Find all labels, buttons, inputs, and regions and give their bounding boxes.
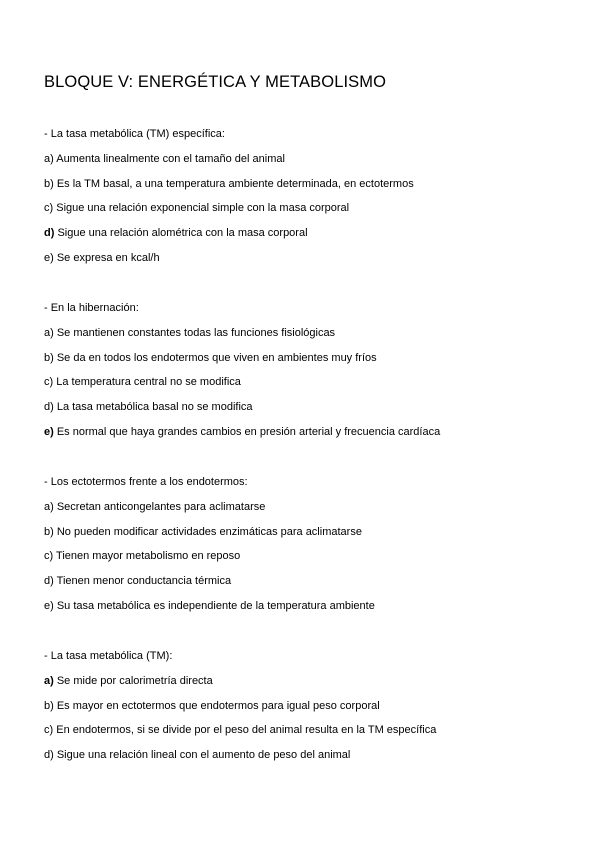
option-text: Tienen menor conductancia térmica (53, 575, 232, 588)
answer-option (44, 202, 349, 215)
option-text: Es normal que haya grandes cambios en presión arterial y frecuencia cardíaca (53, 426, 441, 438)
option-letter: d) (44, 401, 54, 414)
option-letter: b) (44, 177, 54, 190)
option-text: Tienen mayor metabolismo en reposo (53, 550, 241, 563)
answer-option (44, 401, 253, 414)
option-text: Sigue una relación exponencial simple con la masa corporal (53, 202, 350, 215)
option-text: Se mide por calorimetría directa (53, 674, 213, 687)
answer-option (44, 153, 285, 166)
option-letter: a) (44, 326, 54, 339)
page-title: BLOQUE V: ENERGÉTICA Y METABOLISMO (44, 73, 387, 91)
option-letter: e) (44, 252, 54, 264)
option-letter: c) (44, 202, 54, 215)
option-letter: c) (44, 724, 54, 737)
answer-option (44, 675, 213, 688)
option-text: Se da en todos los endotermos que viven en ambientes muy fríos (53, 351, 377, 364)
answer-option (44, 575, 231, 588)
correct-option-letter: e) (44, 426, 54, 438)
answer-option (44, 724, 436, 737)
answer-option (44, 600, 375, 613)
option-text: Secretan anticongelantes para aclimatarse (53, 500, 266, 513)
answer-option (44, 178, 414, 191)
option-text: Sigue una relación alométrica con la masa corporal (54, 227, 308, 240)
option-text: Aumenta linealmente con el tamaño del animal (53, 152, 285, 165)
option-text: La temperatura central no se modifica (53, 376, 241, 389)
option-letter: c) (44, 376, 54, 389)
correct-option-letter: d) (44, 227, 55, 240)
answer-option (44, 252, 160, 265)
question-stem: - La tasa metabólica (TM) específica: (44, 128, 225, 140)
option-letter: b) (44, 699, 54, 712)
answer-option (44, 501, 265, 514)
option-letter: a) (44, 152, 54, 165)
correct-option-letter: a) (44, 674, 54, 687)
answer-option (44, 749, 350, 762)
option-text: Es mayor en ectotermos que endotermos para igual peso corporal (53, 699, 380, 712)
option-text: Su tasa metabólica es independiente de la temperatura ambiente (53, 600, 375, 612)
answer-option (44, 376, 241, 389)
answer-option (44, 550, 240, 563)
option-text: Se mantienen constantes todas las funciones fisiológicas (53, 326, 336, 339)
option-letter: b) (44, 525, 54, 538)
answer-option (44, 327, 335, 340)
answer-option (44, 227, 308, 240)
option-text: Es la TM basal, a una temperatura ambiente determinada, en ectotermos (53, 177, 414, 190)
option-text: No pueden modificar actividades enzimáticas para aclimatarse (53, 525, 362, 538)
answer-option (44, 700, 380, 713)
option-text: Sigue una relación lineal con el aumento de peso del animal (53, 749, 351, 762)
option-letter: b) (44, 351, 54, 364)
option-letter: d) (44, 749, 54, 762)
option-letter: e) (44, 600, 54, 612)
option-letter: c) (44, 550, 54, 563)
answer-option (44, 426, 440, 439)
answer-option (44, 526, 362, 539)
question-stem: - La tasa metabólica (TM): (44, 650, 173, 662)
answer-option (44, 352, 377, 365)
option-letter: d) (44, 575, 54, 588)
option-letter: a) (44, 500, 54, 513)
question-stem: - En la hibernación: (44, 302, 139, 314)
question-stem: - Los ectotermos frente a los endotermos: (44, 476, 248, 488)
option-text: Se expresa en kcal/h (53, 252, 160, 264)
option-text: En endotermos, si se divide por el peso del animal resulta en la TM específica (53, 724, 437, 737)
option-text: La tasa metabólica basal no se modifica (53, 401, 253, 414)
